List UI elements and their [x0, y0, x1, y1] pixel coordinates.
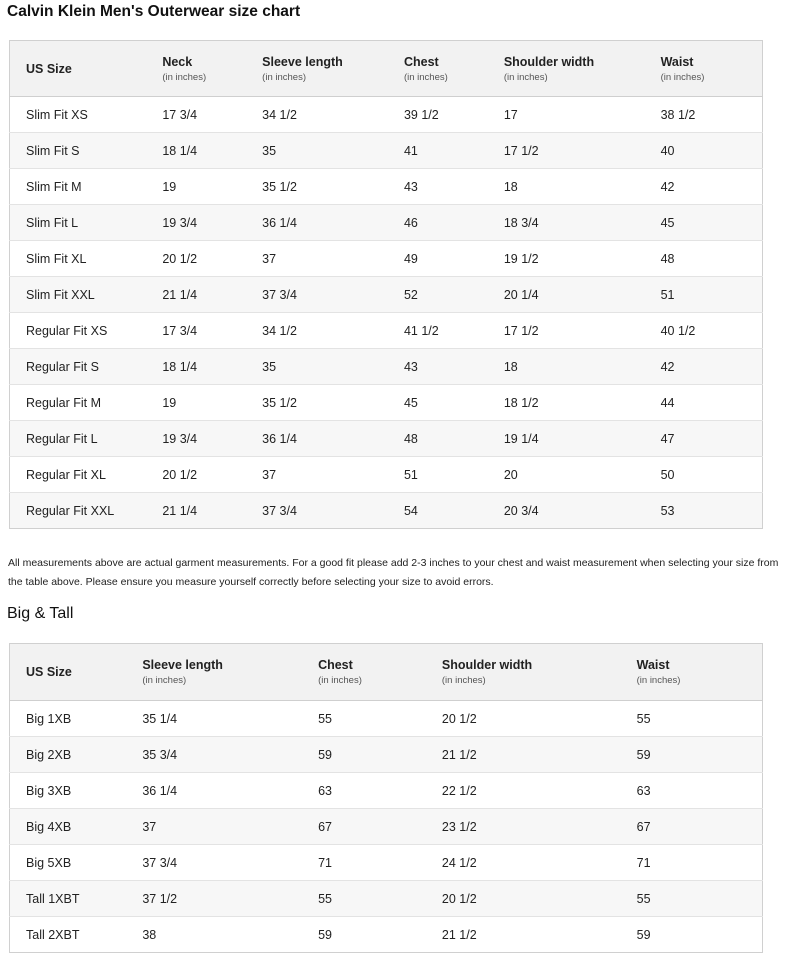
measurement-cell: 18 3/4: [503, 215, 539, 230]
measurement-cell: 18 1/2: [503, 395, 539, 410]
measurement-cell: 18: [503, 359, 518, 374]
measurement-cell: 37: [262, 467, 277, 482]
measurement-cell: 71: [318, 855, 332, 870]
header-unit: (in inches): [162, 71, 207, 83]
header-label: Shoulder width: [441, 658, 533, 672]
measurement-cell: 20 1/2: [162, 251, 198, 266]
measurement-cell: 20: [503, 467, 518, 482]
header-sleeve-length: [262, 41, 404, 97]
size-cell: Slim Fit XL: [26, 251, 87, 266]
measurement-cell: 43: [403, 179, 418, 194]
measurement-cell: 17 3/4: [162, 323, 198, 338]
header-chest: [318, 644, 442, 701]
measurement-cell: 36 1/4: [142, 783, 178, 798]
measurement-cell: 37 3/4: [262, 503, 297, 518]
measurement-cell: 39 1/2: [403, 107, 439, 122]
measurement-cell: 19: [162, 395, 177, 410]
measurement-cell: 40: [660, 143, 675, 158]
measurement-cell: 20 1/2: [441, 711, 477, 726]
measurement-cell: 48: [660, 251, 675, 266]
table-row: [10, 773, 763, 809]
header-neck: [162, 41, 262, 97]
measurement-cell: 19 1/2: [503, 251, 539, 266]
measurement-cell: 59: [636, 927, 651, 942]
measurement-cell: 45: [660, 215, 675, 230]
measurement-cell: 21 1/2: [441, 747, 477, 762]
measurement-cell: 21 1/2: [441, 927, 477, 942]
measurement-cell: 46: [403, 215, 418, 230]
table-row: [10, 881, 763, 917]
big-tall-size-table: [9, 643, 763, 953]
measurement-cell: 63: [318, 783, 332, 798]
measurement-cell: 44: [660, 395, 675, 410]
header-label: Waist: [636, 658, 670, 672]
outerwear-table-body: [10, 97, 763, 529]
table-header-row: [10, 644, 763, 701]
measurement-cell: 41: [403, 143, 418, 158]
size-cell: Slim Fit L: [26, 215, 79, 230]
outerwear-size-table: [9, 40, 763, 529]
header-waist: [661, 41, 763, 97]
header-label: Chest: [403, 54, 439, 69]
measurement-cell: 21 1/4: [162, 503, 198, 518]
table-row: [10, 457, 763, 493]
big-tall-table-body: [10, 701, 763, 953]
header-sleeve-length: [142, 644, 318, 701]
measurement-cell: 37: [262, 251, 277, 266]
measurement-cell: 45: [403, 395, 418, 410]
table-row: [10, 917, 763, 953]
measurement-cell: 35 1/2: [262, 395, 297, 410]
measurement-cell: 51: [660, 287, 675, 302]
size-cell: Big 1XB: [26, 711, 72, 726]
measurement-cell: 18: [503, 179, 518, 194]
measurement-cell: 40 1/2: [660, 323, 696, 338]
header-label: Sleeve length: [262, 54, 343, 69]
measurement-cell: 42: [660, 179, 675, 194]
measurement-cell: 37 3/4: [262, 287, 297, 302]
measurement-cell: 59: [318, 747, 332, 762]
header-label: US Size: [26, 665, 72, 679]
table-row: [10, 349, 763, 385]
measurement-cell: 41 1/2: [403, 323, 439, 338]
measurement-cell: 17 1/2: [503, 143, 539, 158]
measurement-cell: 71: [636, 855, 651, 870]
measurement-cell: 55: [636, 711, 651, 726]
measurement-cell: 55: [318, 891, 332, 906]
measurement-cell: 17 1/2: [503, 323, 539, 338]
measurement-cell: 49: [403, 251, 418, 266]
header-label: Chest: [318, 658, 353, 672]
header-label: Waist: [660, 54, 694, 69]
measurement-cell: 50: [660, 467, 675, 482]
size-cell: Big 2XB: [26, 747, 72, 762]
size-cell: Tall 2XBT: [26, 927, 80, 942]
measurement-cell: 53: [660, 503, 675, 518]
measurement-cell: 17 3/4: [162, 107, 198, 122]
table-row: [10, 277, 763, 313]
header-unit: (in inches): [636, 675, 681, 686]
measurement-cell: 55: [318, 711, 332, 726]
measurement-cell: 20 1/2: [162, 467, 198, 482]
table-row: [10, 97, 763, 133]
measurement-cell: 19 3/4: [162, 215, 198, 230]
size-cell: Regular Fit XXL: [26, 503, 115, 518]
table-row: [10, 205, 763, 241]
header-unit: (in inches): [503, 71, 548, 83]
header-unit: (in inches): [262, 71, 306, 83]
size-cell: Slim Fit S: [26, 143, 80, 158]
size-cell: Big 5XB: [26, 855, 72, 870]
measurement-cell: 67: [636, 819, 651, 834]
size-cell: Regular Fit L: [26, 431, 98, 446]
header-unit: (in inches): [441, 675, 486, 686]
measurement-cell: 20 1/2: [441, 891, 477, 906]
size-cell: Big 3XB: [26, 783, 72, 798]
measurement-cell: 19: [162, 179, 177, 194]
measurement-cell: 63: [636, 783, 651, 798]
measurement-cell: 36 1/4: [262, 215, 297, 230]
header-label: Sleeve length: [142, 658, 223, 672]
measurement-cell: 35 1/2: [262, 179, 297, 194]
measurement-cell: 23 1/2: [441, 819, 477, 834]
measurement-cell: 35: [262, 359, 277, 374]
measurement-cell: 24 1/2: [441, 855, 477, 870]
measurement-cell: 67: [318, 819, 332, 834]
measurement-cell: 35: [262, 143, 277, 158]
page-title: Calvin Klein Men's Outerwear size chart: [7, 3, 301, 20]
header-chest: [404, 41, 504, 97]
header-unit: (in inches): [660, 71, 705, 83]
header-shoulder-width: [442, 644, 637, 701]
table-row: [10, 169, 763, 205]
header-shoulder-width: [504, 41, 661, 97]
measurement-cell: 42: [660, 359, 675, 374]
table-row: [10, 133, 763, 169]
measurement-cell: 37 1/2: [142, 891, 178, 906]
measurement-cell: 21 1/4: [162, 287, 198, 302]
measurement-cell: 35 3/4: [142, 747, 178, 762]
measurement-cell: 43: [403, 359, 418, 374]
table-row: [10, 421, 763, 457]
table-row: [10, 701, 763, 737]
table-header-row: [10, 41, 763, 97]
measurement-cell: 59: [636, 747, 651, 762]
measurement-cell: 48: [403, 431, 418, 446]
table-row: [10, 241, 763, 277]
measurement-cell: 34 1/2: [262, 323, 297, 338]
table-row: [10, 737, 763, 773]
size-cell: Big 4XB: [26, 819, 72, 834]
big-tall-title: Big & Tall: [7, 605, 74, 622]
size-cell: Slim Fit XXL: [26, 287, 95, 302]
measurement-cell: 54: [403, 503, 418, 518]
measurement-cell: 19 1/4: [503, 431, 539, 446]
measurement-note: All measurements above are actual garment measurements. For a good fit please add 2-3 inches to your chest and waist measurement when selecting your size from the table above. Please ensure you measure yourself correctly before selecting your size to avoid errors.: [8, 557, 779, 588]
measurement-cell: 37 3/4: [142, 855, 178, 870]
header-unit: (in inches): [142, 675, 187, 686]
size-cell: Slim Fit M: [26, 179, 82, 194]
measurement-cell: 20 3/4: [503, 503, 539, 518]
measurement-cell: 36 1/4: [262, 431, 297, 446]
measurement-cell: 38 1/2: [660, 107, 696, 122]
measurement-cell: 55: [636, 891, 651, 906]
table-row: [10, 493, 763, 529]
size-cell: Tall 1XBT: [26, 891, 80, 906]
measurement-cell: 18 1/4: [162, 359, 198, 374]
measurement-cell: 34 1/2: [262, 107, 297, 122]
measurement-cell: 52: [403, 287, 418, 302]
size-cell: Regular Fit XL: [26, 467, 106, 482]
size-cell: Regular Fit M: [26, 395, 102, 410]
header-label: US Size: [26, 61, 72, 76]
table-row: [10, 385, 763, 421]
measurement-cell: 17: [503, 107, 518, 122]
measurement-cell: 19 3/4: [162, 431, 198, 446]
header-label: Neck: [162, 54, 193, 69]
measurement-cell: 51: [403, 467, 418, 482]
size-cell: Regular Fit XS: [26, 323, 108, 338]
measurement-cell: 47: [660, 431, 675, 446]
measurement-cell: 59: [318, 927, 332, 942]
header-label: Shoulder width: [503, 54, 595, 69]
measurement-cell: 35 1/4: [142, 711, 178, 726]
header-waist: [637, 644, 763, 701]
table-row: [10, 845, 763, 881]
measurement-cell: 18 1/4: [162, 143, 198, 158]
measurement-cell: 38: [142, 927, 157, 942]
header-unit: (in inches): [403, 71, 448, 83]
size-cell: Regular Fit S: [26, 359, 99, 374]
header-unit: (in inches): [318, 675, 362, 686]
table-row: [10, 313, 763, 349]
size-cell: Slim Fit XS: [26, 107, 88, 122]
measurement-cell: 37: [142, 819, 157, 834]
table-row: [10, 809, 763, 845]
header-us-size: [10, 644, 143, 701]
measurement-cell: 20 1/4: [503, 287, 539, 302]
header-us-size: [10, 41, 163, 97]
measurement-cell: 22 1/2: [441, 783, 477, 798]
